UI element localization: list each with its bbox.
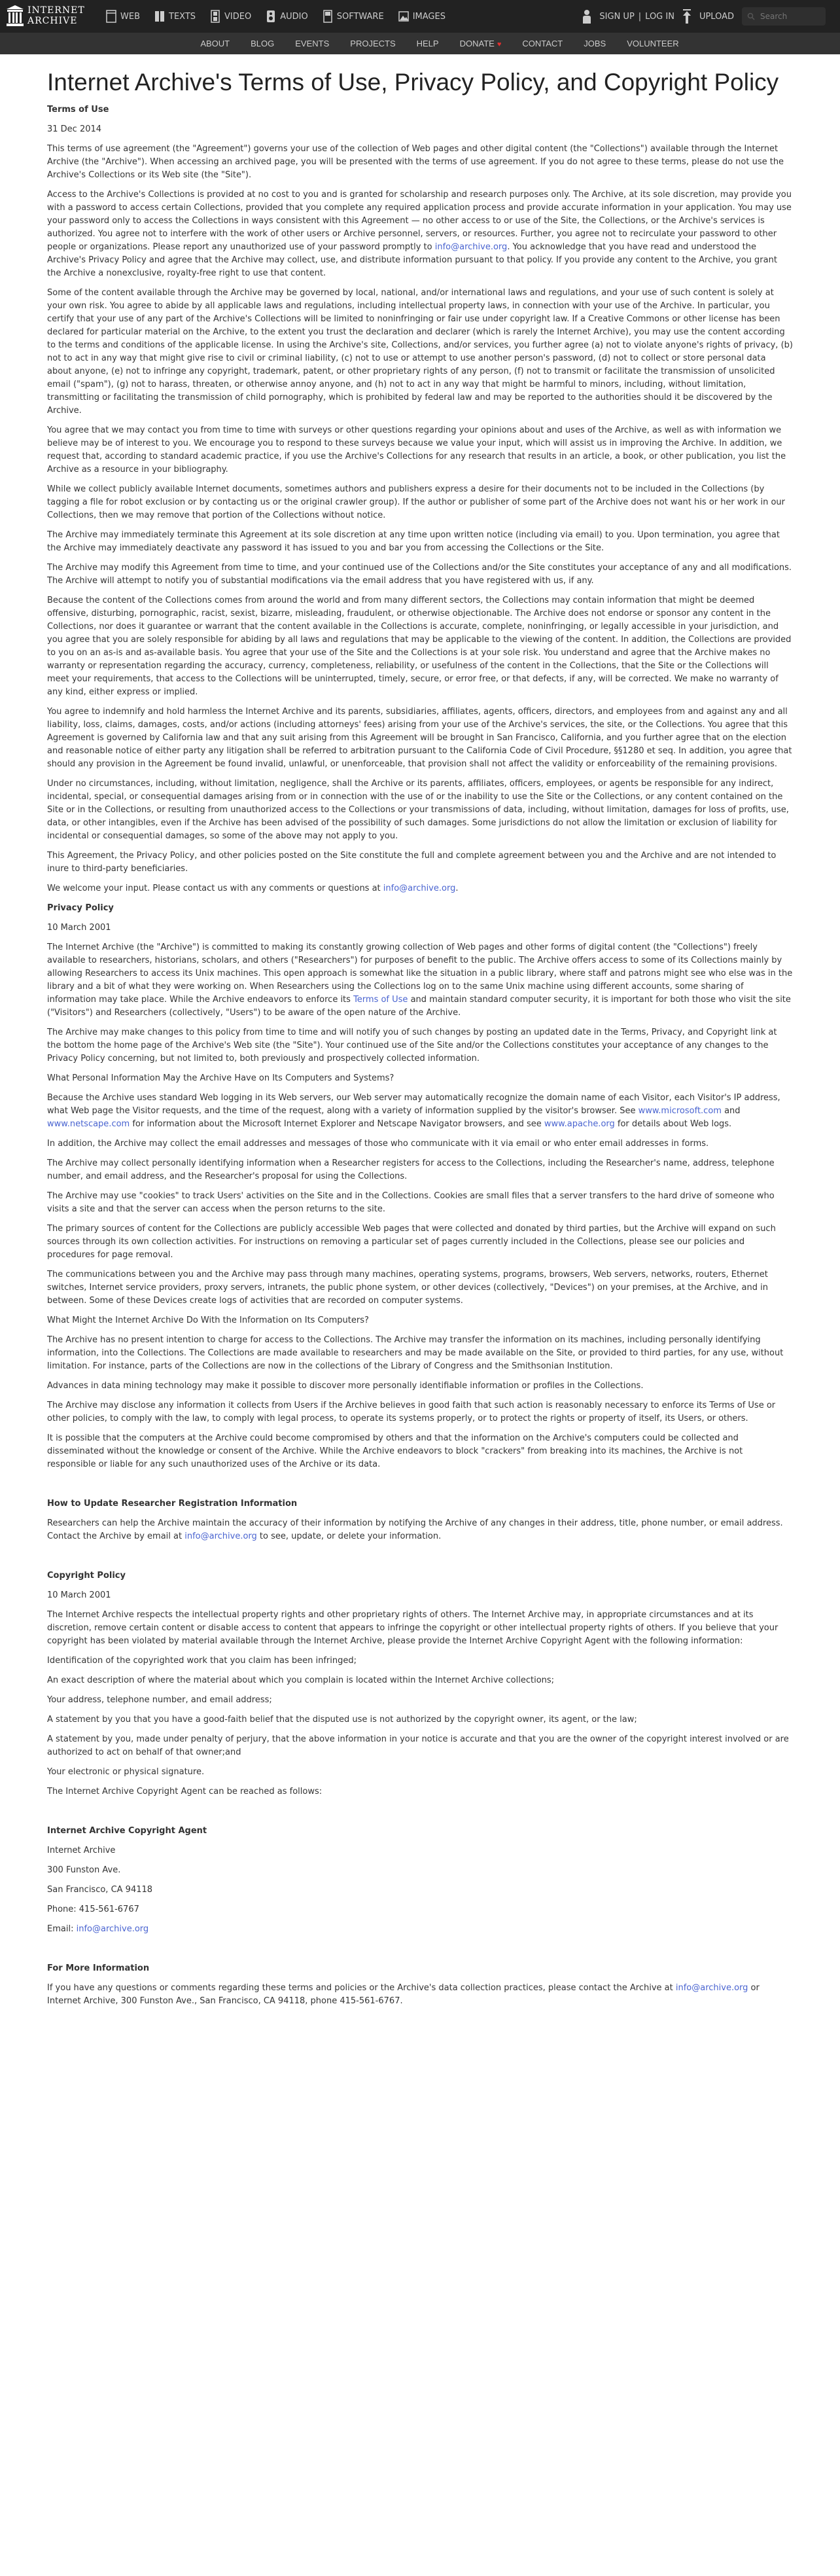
media-type-images[interactable] bbox=[398, 10, 446, 23]
auth-separator: | bbox=[638, 11, 642, 22]
paragraph bbox=[47, 921, 793, 935]
nav-events[interactable] bbox=[295, 39, 329, 48]
text-segment: Copyright Policy bbox=[47, 1571, 126, 1581]
section-heading bbox=[47, 1962, 793, 1975]
text-segment: Phone: 415-561-6767 bbox=[47, 1905, 139, 1914]
nav-donate[interactable] bbox=[460, 39, 502, 48]
paragraph bbox=[47, 1923, 793, 1936]
paragraph bbox=[47, 562, 793, 588]
text-segment: While we collect publicly available Internet documents, sometimes authors and publishers express a desire for their documents not to be included in the Collections (by tagging a file for robot exclusion or by contacting us or the original crawler group). If the author or publisher of some part of the Archive does not want his or her work in our Collections, then we may remove that portion of the Collections without notice. bbox=[47, 484, 786, 520]
paragraph bbox=[47, 1334, 793, 1373]
text-segment: The Internet Archive (the "Archive") is committed to making its constantly growing collection of Web pages and other forms of digital content (the "Collections") freely available to researchers, historians, scholars, and others ("Researchers") for purposes of benefit to the public. The Archive offers access to some of its Collections mainly by allowing Researchers to access its Unix machines. This open approach is somewhat like the situation in a public library, where staff and patrons might see who else was in the library and a bit of what they were working on. When Researchers using the Collections log on to the same Unix machine using different accounts, some sharing of information may take place. While the Archive endeavors to enforce its bbox=[47, 942, 793, 1005]
text-segment: . bbox=[455, 884, 459, 893]
text-segment: The Archive may use "cookies" to track Users' activities on the Site and in the Collections. Cookies are small files that a server transfers to the hard drive of someone who visits a site and that the server can access when the person returns to the site. bbox=[47, 1191, 775, 1214]
paragraph bbox=[47, 1517, 793, 1543]
media-type-software[interactable] bbox=[323, 10, 384, 23]
text-segment: The Internet Archive respects the intellectual property rights and other proprietary rights of others. The Internet Archive may, in appropriate circumstances and at its discretion, remove certain content or disable access to content that appears to infringe the copyright or other intellectual property rights of others. If you believe that your copyright has been violated by material available through the Internet Archive, please provide the Internet Archive Copyright Agent with the following information: bbox=[47, 1610, 779, 1646]
text-segment: Because the content of the Collections comes from around the world and from many different sectors, the Collections may contain information that might be deemed offensive, disturbing, pornographic, racist, sexist, bizarre, misleading, fraudulent, or otherwise objectionable. The Archive does not endorse or sponsor any content in the Collections, nor does it guarantee or warrant that the content available in the Collections is accurate, complete, noninfringing, or legally accessible in your jurisdiction, and you agree that you are solely responsible for abiding by all laws and regulations that may be applicable to the viewing of the content. In addition, the Collections are provided to you on an as-is and as-available basis. You agree that your use of the Site and the Collections is at your sole risk. You understand and agree that the Archive makes no warranty or representation regarding the accuracy, currency, completeness, reliability, or usefulness of the content in the Collections, that the Site or the Collections will meet your requirements, that access to the Collections will be uninterrupted, timely, secure, or error free, or that defects, if any, will be corrected. We make no warranty of any kind, either express or implied. bbox=[47, 596, 792, 697]
paragraph bbox=[47, 529, 793, 555]
film-icon bbox=[210, 10, 220, 23]
heart-icon: ♥ bbox=[497, 41, 502, 48]
paragraph bbox=[47, 706, 793, 771]
paragraph bbox=[47, 1982, 793, 2008]
search-box[interactable] bbox=[742, 7, 826, 26]
upload-icon bbox=[682, 9, 691, 24]
text-segment: Advances in data mining technology may make it possible to discover more personally identifiable information or profiles in the Collections. bbox=[47, 1381, 644, 1391]
image-icon bbox=[398, 10, 409, 23]
policy-body bbox=[47, 103, 793, 2008]
inline-link[interactable]: www.netscape.com bbox=[47, 1119, 130, 1129]
speaker-icon bbox=[266, 10, 276, 23]
paragraph bbox=[47, 1674, 793, 1687]
inline-link[interactable]: Terms of Use bbox=[353, 995, 408, 1005]
nav-label: JOBS bbox=[584, 39, 606, 48]
media-type-texts[interactable] bbox=[154, 10, 196, 23]
paragraph bbox=[47, 1432, 793, 1471]
text-segment: Internet Archive bbox=[47, 1846, 116, 1855]
nav-label: EVENTS bbox=[295, 39, 330, 48]
paragraph bbox=[47, 850, 793, 876]
text-segment: Your electronic or physical signature. bbox=[47, 1767, 205, 1777]
media-type-web[interactable] bbox=[106, 10, 140, 23]
text-segment: The Archive may immediately terminate this Agreement at its sole discretion at any time upon written notice (including via email) to you. Upon termination, you agree that the Archive may immediately deactivate any password it has issued to you and bar you from accessing the Collections or the Site. bbox=[47, 530, 780, 553]
secondary-nav bbox=[0, 33, 840, 54]
paragraph bbox=[47, 1268, 793, 1308]
text-segment: Because the Archive uses standard Web logging in its Web servers, our Web server may automatically recognize the domain name of each Visitor, each Visitor's IP address, what Web page the Visitor requests, and the time of the request, along with a variety of information supplied by the visitor's browser. See bbox=[47, 1093, 780, 1116]
text-segment: Researchers can help the Archive maintain the accuracy of their information by notifying the Archive of any changes in their address, title, phone number, or email address. Contact the Archive by email at bbox=[47, 1518, 783, 1541]
text-segment: A statement by you, made under penalty of perjury, that the above information in your notice is accurate and that you are the owner of the copyright interest involved or are authorized to act on behalf of that owner;and bbox=[47, 1734, 789, 1757]
paragraph bbox=[47, 123, 793, 136]
text-segment: and bbox=[721, 1106, 741, 1116]
nav-label: CONTACT bbox=[522, 39, 563, 48]
internet-archive-logo[interactable] bbox=[7, 5, 85, 26]
nav-label: ABOUT bbox=[200, 39, 230, 48]
nav-volunteer[interactable] bbox=[627, 39, 678, 48]
search-icon bbox=[747, 12, 755, 20]
inline-link[interactable]: www.microsoft.com bbox=[638, 1106, 722, 1116]
paragraph bbox=[47, 1072, 793, 1085]
paragraph bbox=[47, 1092, 793, 1131]
text-segment: Some of the content available through the Archive may be governed by local, national, and/or international laws and regulations, and your use of such content is solely at your own risk. You agree to abide by all applicable laws and regulations, including intellectual property laws, in connection with your use of the Archive. In particular, you certify that your use of any part of the Archive's Collections will be limited to noninfringing or fair use under copyright law. If a Creative Commons or other license has been declared for particular material on the Archive, to the extent you trust the declaration and declarer (which is rarely the Internet Archive), you may use the content according to the terms and conditions of the applicable license. In using the Archive's site, Collections, and/or services, you further agree (a) not to violate anyone's rights of privacy, (b) not to act in any way that might give rise to civil or criminal liability, (c) not to use or attempt to use another person's password, (d) not to collect or store personal data about anyone, (e) not to infringe any copyright, trademark, patent, or other proprietary rights of any person, (f) not to transmit or facilitate the transmission of unsolicited email ("spam"), (g) not to harass, threaten, or otherwise annoy anyone, and (h) not to act in any way that might be harmful to minors, including, without limitation, transmitting or facilitating the transmission of child pornography, which is prohibited by federal law and may be reported to the authorities should it be discovered by the Archive. bbox=[47, 288, 793, 416]
paragraph bbox=[47, 1694, 793, 1707]
inline-link[interactable]: info@archive.org bbox=[76, 1924, 149, 1934]
text-segment: If you have any questions or comments regarding these terms and policies or the Archive's data collection practices, please contact the Archive at bbox=[47, 1983, 676, 1993]
text-segment: or Internet Archive, 300 Funston Ave., San Francisco, CA 94118, phone 415-561-6767. bbox=[47, 1983, 760, 2006]
text-segment: Internet Archive Copyright Agent bbox=[47, 1826, 207, 1836]
user-icon bbox=[582, 9, 591, 24]
paragraph bbox=[47, 882, 793, 895]
text-segment: The Internet Archive Copyright Agent can be reached as follows: bbox=[47, 1787, 323, 1797]
text-segment: 10 March 2001 bbox=[47, 1590, 111, 1600]
text-segment: Terms of Use bbox=[47, 105, 109, 115]
archive-building-icon bbox=[7, 5, 24, 26]
nav-projects[interactable] bbox=[350, 39, 395, 48]
media-type-label: IMAGES bbox=[412, 11, 446, 22]
text-segment: to see, update, or delete your information. bbox=[256, 1531, 442, 1541]
text-segment: Your address, telephone number, and email address; bbox=[47, 1695, 272, 1705]
text-segment: It is possible that the computers at the Archive could become compromised by others and that the information on the Archive's computers could be collected and disseminated without the knowledge or consent of the Archive. While the Archive endeavors to block "crackers" from breaking into its machines, the Archive is not responsible or liable for any such unauthorized uses of the Archive or its data. bbox=[47, 1433, 743, 1469]
paragraph bbox=[47, 1380, 793, 1393]
nav-about[interactable] bbox=[200, 39, 230, 48]
nav-contact[interactable] bbox=[522, 39, 563, 48]
text-segment: In addition, the Archive may collect the email addresses and messages of those who communicate with it via email or who enter email addresses in forms. bbox=[47, 1139, 709, 1149]
log-in-link[interactable]: LOG IN bbox=[645, 11, 674, 22]
text-segment: Access to the Archive's Collections is provided at no cost to you and is granted for scholarship and research purposes only. The Archive, at its sole discretion, may provide you with a password to access certain Collections, provided that you complete any required application process and provide accurate information in your application. You may use your password only to access the Collections in ways consistent with this Agreement — no other access to or use of the Site, the Collections, or the Archive's services is authorized. You agree not to interfere with the work of other users or Archive personnel, servers, or resources. Further, you agree not to recirculate your password to other people or organizations. Please report any unauthorized use of your password promptly to bbox=[47, 190, 792, 252]
paragraph bbox=[47, 1884, 793, 1897]
text-segment: 300 Funston Ave. bbox=[47, 1865, 121, 1875]
paragraph bbox=[47, 1609, 793, 1648]
paragraph bbox=[47, 1785, 793, 1798]
logo-line2: ARCHIVE bbox=[27, 16, 78, 26]
text-segment: for details about Web logs. bbox=[614, 1119, 732, 1129]
paragraph bbox=[47, 1713, 793, 1726]
text-segment: The Archive may modify this Agreement from time to time, and your continued use of the Collections and/or the Site constitutes your acceptance of any and all modifications. The Archive will attempt to notify you of substantial modifications via the email address that you have registered with us, if any. bbox=[47, 563, 792, 586]
nav-label: VOLUNTEER bbox=[627, 39, 679, 48]
paragraph bbox=[47, 143, 793, 182]
text-segment: 31 Dec 2014 bbox=[47, 124, 102, 134]
sign-up-link[interactable]: SIGN UP bbox=[599, 11, 635, 22]
paragraph bbox=[47, 1589, 793, 1602]
section-heading bbox=[47, 902, 793, 915]
text-segment: Email: bbox=[47, 1924, 77, 1934]
paragraph bbox=[47, 1766, 793, 1779]
paragraph bbox=[47, 594, 793, 699]
media-type-label: AUDIO bbox=[280, 11, 308, 22]
web-icon bbox=[106, 10, 116, 23]
nav-blog[interactable] bbox=[251, 39, 274, 48]
paragraph bbox=[47, 1844, 793, 1857]
top-bar bbox=[0, 0, 840, 33]
nav-jobs[interactable] bbox=[584, 39, 606, 48]
paragraph bbox=[47, 1223, 793, 1262]
media-type-audio[interactable] bbox=[266, 10, 308, 23]
text-segment: You agree to indemnify and hold harmless the Internet Archive and its parents, subsidiaries, affiliates, agents, officers, directors, and employees from and against any and all liability, loss, claims, damages, costs, and/or actions (including attorneys' fees) arising from your use of the Archive's services, the site, or the Collections. You agree that this Agreement is governed by California law and that any suit arising from this Agreement will be brought in San Francisco, California, and you further agree that on the election and reasonable notice of either party any litigation shall be referred to arbitration pursuant to the California Code of Civil Procedure, §§1280 et seq. In addition, you agree that should any provision in the Agreement be found invalid, unlawful, or unenforceable, that provision shall not affect the validity or enforceability of the remaining provisions. bbox=[47, 707, 792, 769]
nav-label: HELP bbox=[416, 39, 439, 48]
text-segment: The communications between you and the Archive may pass through many machines, operating systems, programs, browsers, Web servers, networks, routers, Ethernet switches, Internet service providers, proxy servers, intranets, the public phone system, or other devices (collectively, "Devices") on your premises, at the Archive, and in between. Some of these Devices create logs of activities that are recorded on computer systems. bbox=[47, 1270, 768, 1306]
text-segment: The Archive may collect personally identifying information when a Researcher registers for access to the Collections, including the Researcher's name, address, telephone number, and email address, and the Researcher's proposal for using the Collections. bbox=[47, 1158, 775, 1181]
upload-link[interactable]: UPLOAD bbox=[699, 11, 734, 22]
nav-label: DONATE bbox=[459, 39, 495, 48]
section-heading bbox=[47, 1569, 793, 1583]
inline-link[interactable]: info@archive.org bbox=[184, 1531, 257, 1541]
text-segment: Identification of the copyrighted work that you claim has been infringed; bbox=[47, 1656, 357, 1666]
text-segment: You agree that we may contact you from time to time with surveys or other questions regarding your opinions about and uses of the Archive, as well as with information we believe may be of interest to you. We encourage you to respond to these surveys because we value your input, which will assist us in improving the Archive. In addition, we request that, according to standard academic practice, if you use the Archive's Collections for any research that results in an article, a book, or other publication, you list the Archive as a resource in your bibliography. bbox=[47, 425, 786, 474]
search-input[interactable] bbox=[759, 11, 820, 22]
text-segment: What Might the Internet Archive Do With the Information on Its Computers? bbox=[47, 1315, 369, 1325]
page-title: Internet Archive's Terms of Use, Privacy Policy, and Copyright Policy bbox=[47, 69, 779, 96]
paragraph bbox=[47, 1314, 793, 1327]
section-heading bbox=[47, 103, 793, 116]
paragraph bbox=[47, 1903, 793, 1916]
text-segment: . You acknowledge that you have read and understood the Archive's Privacy Policy and agree that the Archive may collect, use, and distribute information pursuant to that policy. If you provide any content to the Archive, you grant the Archive a nonexclusive, royalty-free right to use that content. bbox=[47, 242, 777, 278]
inline-link[interactable]: info@archive.org bbox=[675, 1983, 748, 1993]
text-segment: The Archive may disclose any information it collects from Users if the Archive believes in good faith that such action is reasonably necessary to enforce its Terms of Use or other policies, to comply with the law, to comply with legal process, to operate its systems properly, or to protect the rights or property of itself, its Users, or others. bbox=[47, 1401, 776, 1423]
text-segment: Privacy Policy bbox=[47, 903, 114, 913]
media-type-menu bbox=[106, 0, 446, 33]
media-type-label: VIDEO bbox=[224, 11, 252, 22]
text-segment: Under no circumstances, including, without limitation, negligence, shall the Archive or its parents, affiliates, officers, employees, or agents be responsible for any indirect, incidental, special, or consequential damages arising from or in connection with the use of or the inability to use the Site or the Collections, or any content contained on the Site or in the Collections, or resulting from unauthorized access to the Collections or your transmissions of data, including, without limitation, damages for loss of profits, use, data, or other intangibles, even if the Archive has been advised of the possibility of such damages. Some jurisdictions do not allow the limitation or exclusion of liability for incidental or consequential damages, so some of the above may not apply to you. bbox=[47, 779, 789, 841]
paragraph bbox=[47, 188, 793, 280]
section-heading bbox=[47, 1825, 793, 1838]
paragraph bbox=[47, 1399, 793, 1425]
media-type-label: SOFTWARE bbox=[336, 11, 384, 22]
nav-help[interactable] bbox=[417, 39, 439, 48]
paragraph bbox=[47, 483, 793, 522]
text-segment: What Personal Information May the Archive Have on Its Computers and Systems? bbox=[47, 1073, 394, 1083]
paragraph bbox=[47, 1190, 793, 1216]
text-segment: The Archive may make changes to this policy from time to time and will notify you of such changes by posting an updated date in the Terms, Privacy, and Copyright link at the bottom the home page of the Archive's Web site (the "Site"). Your continued use of the Site and/or the Collections constitutes your acceptance of any changes to the Privacy Policy concerning, but not limited to, both previously and prospectively collected information. bbox=[47, 1028, 777, 1064]
text-segment: How to Update Researcher Registration Information bbox=[47, 1499, 298, 1509]
nav-label: PROJECTS bbox=[350, 39, 396, 48]
paragraph bbox=[47, 1157, 793, 1183]
text-segment: for information about the Microsoft Internet Explorer and Netscape Navigator browsers, and see bbox=[130, 1119, 544, 1129]
paragraph bbox=[47, 287, 793, 418]
logo-line1: INTERNET bbox=[27, 5, 85, 16]
text-segment: This Agreement, the Privacy Policy, and other policies posted on the Site constitute the full and complete agreement between you and the Archive and are not intended to inure to third-party beneficiaries. bbox=[47, 851, 777, 874]
text-segment: 10 March 2001 bbox=[47, 923, 111, 933]
text-segment: The primary sources of content for the Collections are publicly accessible Web pages that were collected and donated by third parties, but the Archive will expand on such sources through its own collection activities. For instructions on removing a particular set of pages currently included in the Collections, please see our policies and procedures for page removal. bbox=[47, 1224, 776, 1260]
inline-link[interactable]: info@archive.org bbox=[383, 884, 456, 893]
section-heading bbox=[47, 1497, 793, 1511]
paragraph bbox=[47, 941, 793, 1020]
paragraph bbox=[47, 778, 793, 843]
inline-link[interactable]: info@archive.org bbox=[434, 242, 508, 252]
paragraph bbox=[47, 1137, 793, 1151]
paragraph bbox=[47, 1655, 793, 1668]
text-segment: San Francisco, CA 94118 bbox=[47, 1885, 153, 1895]
text-segment: and maintain standard computer security, it is important for both those who visit the site ("Visitors") and Researchers (collectively, "Users") to be aware of the open nature of the Archive. bbox=[47, 995, 791, 1018]
text-segment: This terms of use agreement (the "Agreement") governs your use of the collection of Web pages and other digital content (the "Collections") available through the Internet Archive (the "Archive"). When accessing an archived page, you will be presented with the terms of use agreement. If you do not agree to these terms, please do not use the Archive's Collections or its Web site (the "Site"). bbox=[47, 144, 784, 180]
paragraph bbox=[47, 1026, 793, 1065]
text-segment: The Archive has no present intention to charge for access to the Collections. The Archive may transfer the information on its machines, including personally identifying information, into the Collections. The Collections are made available to researchers and may be made available on the Site, or provided to third parties, for any use, without limitation. For instance, parts of the Collections are now in the collections of the Library of Congress and the Smithsonian Institution. bbox=[47, 1335, 784, 1371]
media-type-label: WEB bbox=[120, 11, 140, 22]
paragraph bbox=[47, 424, 793, 476]
text-segment: We welcome your input. Please contact us with any comments or questions at bbox=[47, 884, 383, 893]
floppy-icon bbox=[323, 10, 333, 23]
text-segment: For More Information bbox=[47, 1963, 150, 1973]
text-segment: An exact description of where the material about which you complain is located within the Internet Archive collections; bbox=[47, 1675, 555, 1685]
book-icon bbox=[154, 10, 165, 23]
inline-link[interactable]: www.apache.org bbox=[544, 1119, 615, 1129]
paragraph bbox=[47, 1864, 793, 1877]
text-segment: A statement by you that you have a good-faith belief that the disputed use is not authorized by the copyright owner, its agent, or the law; bbox=[47, 1715, 637, 1725]
paragraph bbox=[47, 1733, 793, 1759]
main-content bbox=[0, 54, 840, 2008]
nav-label: BLOG bbox=[251, 39, 275, 48]
media-type-label: TEXTS bbox=[169, 11, 196, 22]
media-type-video[interactable] bbox=[210, 10, 251, 23]
